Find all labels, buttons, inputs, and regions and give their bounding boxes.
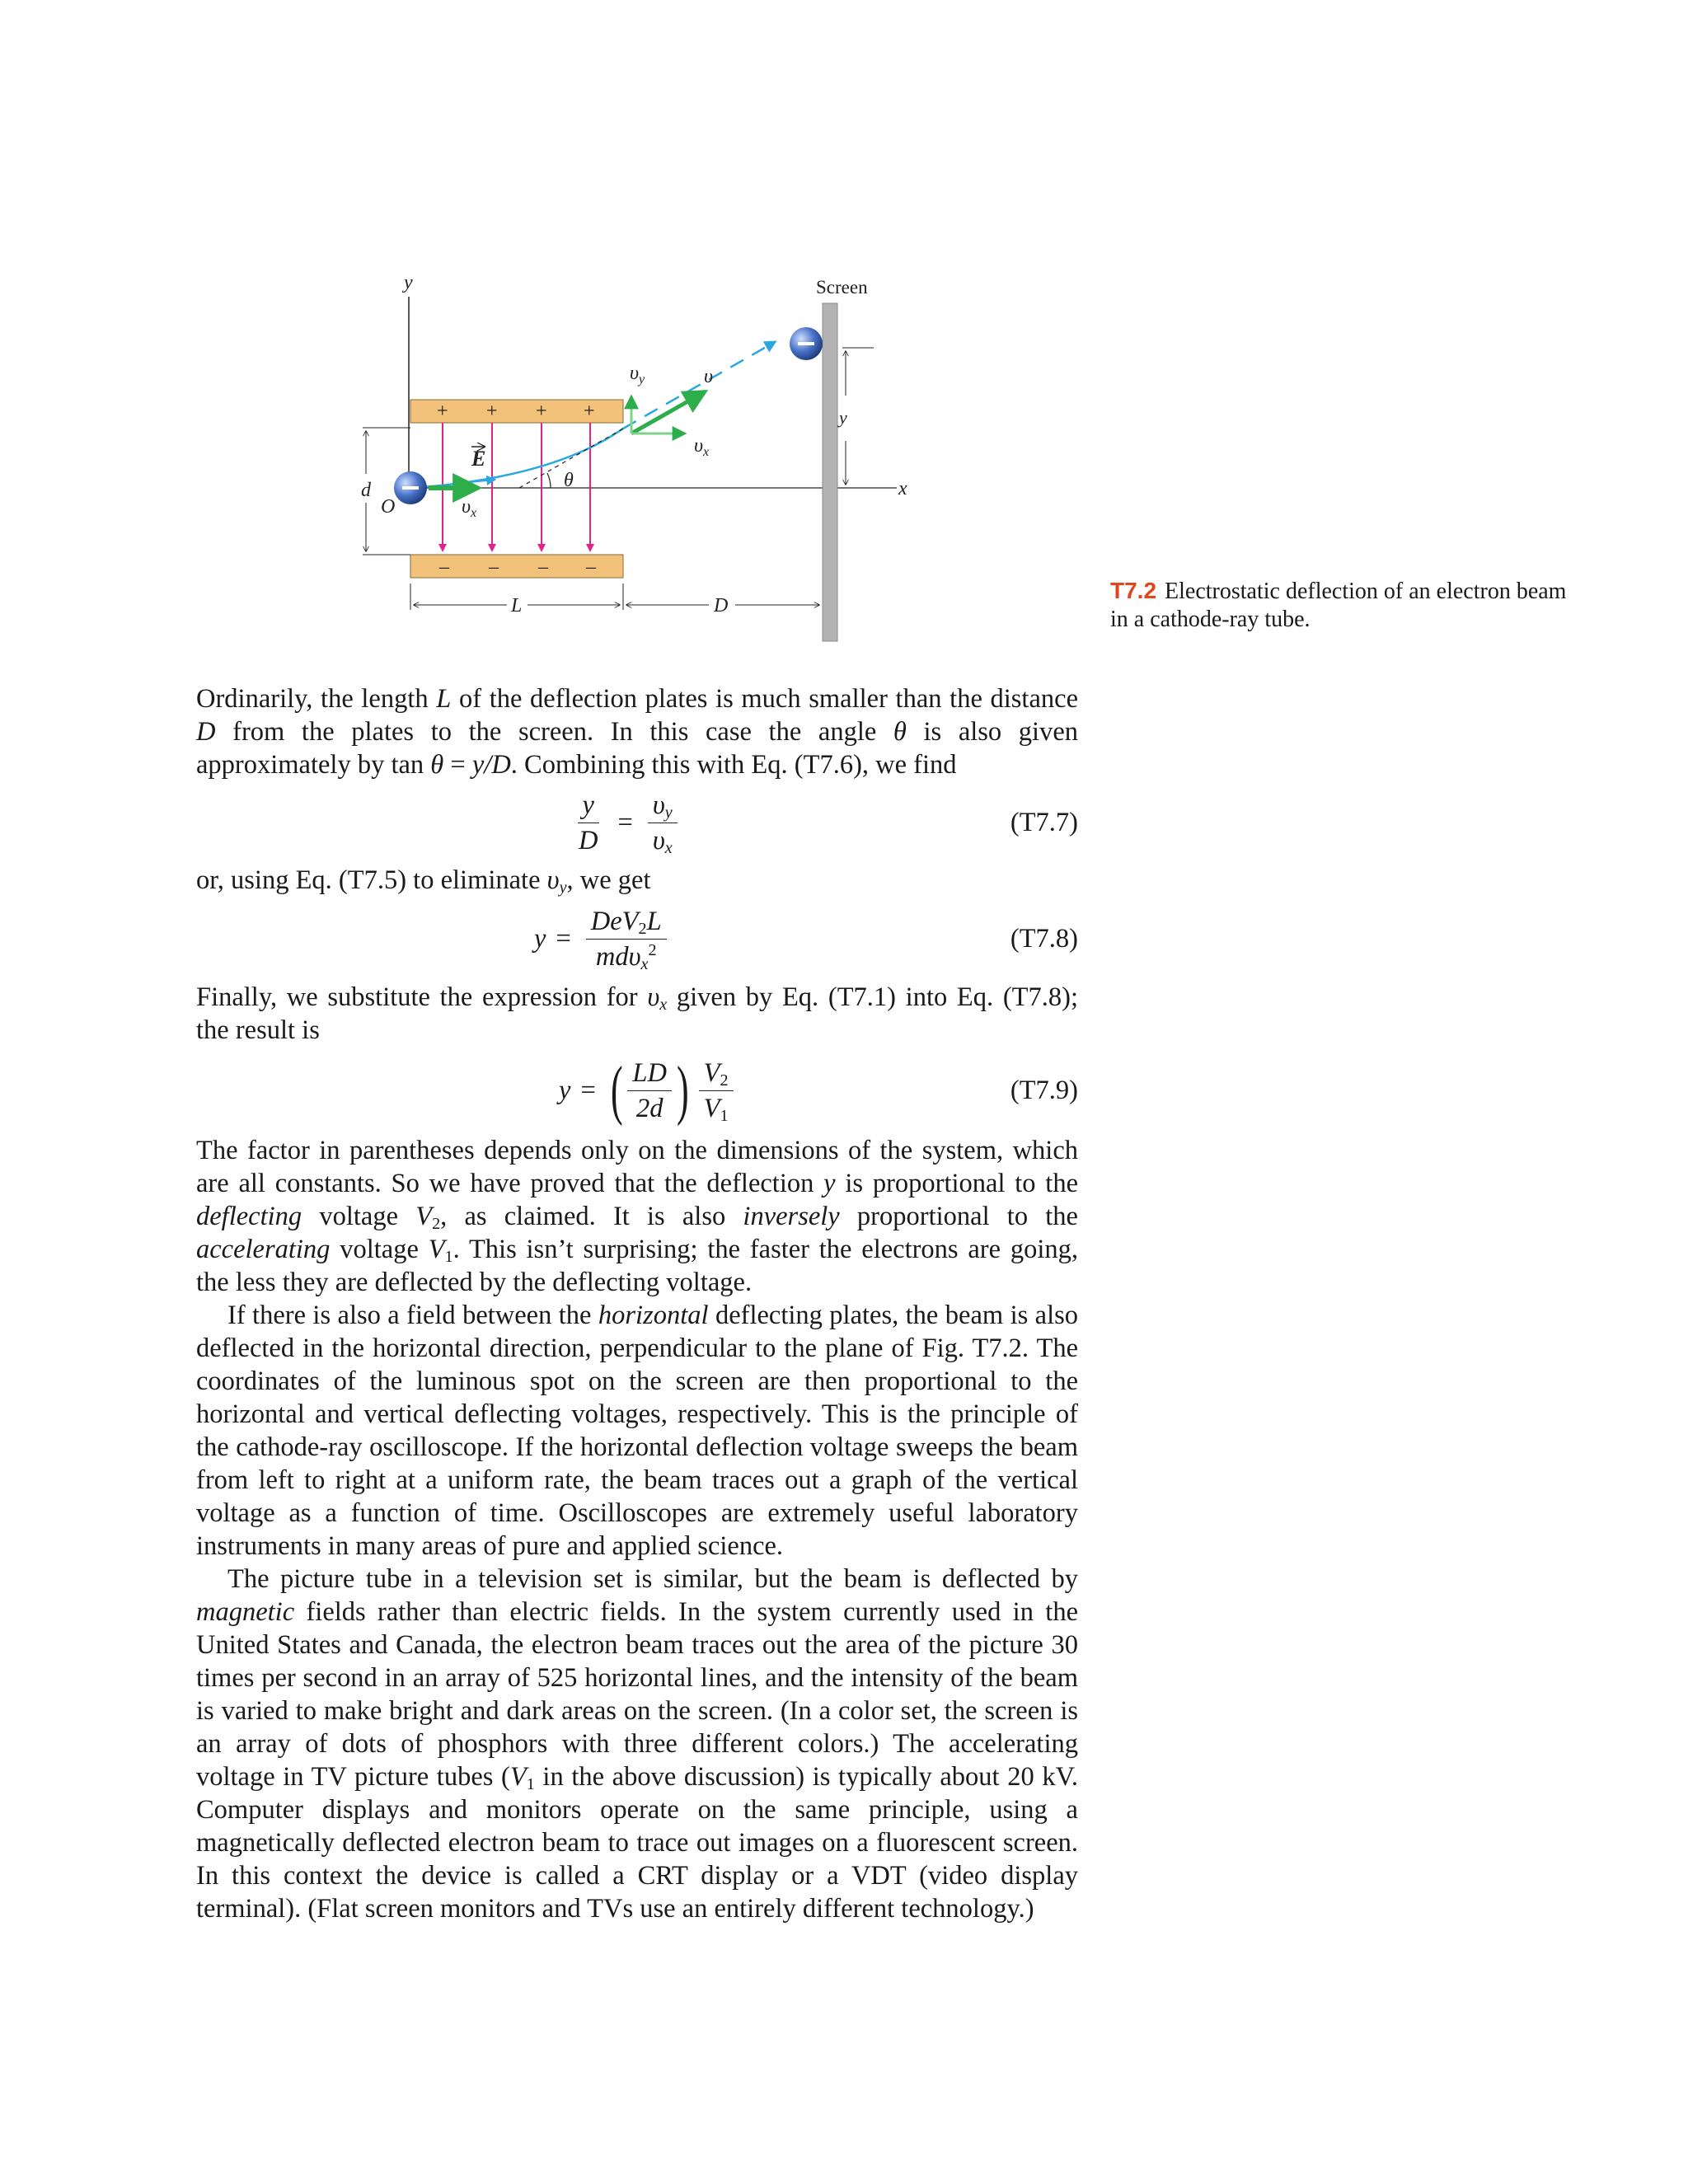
equation-t7-7: $\frac{y}{D}$ = $\frac{\upsilon_y}{\upsilon_x}$ (T7.7) <box>579 790 1078 857</box>
paragraph-5: If there is also a field between the horizontal deflecting plates, the beam is also deflected in the horizontal direction, perpendicular to the plane of Fig. T7.2. The coordinates of the luminous spot on the screen are then proportional to the horizontal and vertical deflecting voltages, respectively. This is the principle of the cathode-ray oscilloscope. If the horizontal deflection voltage sweeps the beam from left to right at a uniform rate, the beam traces out a graph of the vertical voltage as a function of time. Oscilloscopes are extremely useful laboratory instruments in many areas of pure and applied science. <box>196 1301 1079 1561</box>
electron-trajectory-straight <box>623 342 775 429</box>
screen-label: Screen <box>816 277 868 298</box>
paragraph-4: The factor in parentheses depends only on the dimensions of the system, which are all constants. So we have proved that the deflection y is proportional to the deflecting voltage $V_2$, as claimed. It is also inversely proportional to the accelerating voltage $V_1$. This isn’t surprising; the faster the electrons are going, the less they are deflected by the deflecting voltage. <box>196 1136 1078 1297</box>
paragraph-6: The picture tube in a television set is similar, but the beam is deflected by magnetic fields rather than electric fields. In the system currently used in the United States and Canada, the electron beam traces out the area of the picture 30 times per second in an array of 525 horizontal lines, and the intensity of the beam is varied to make bright and dark areas on the screen. (In a color set, the screen is an array of dots of phosphors with three different colors.) The accelerating voltage in TV picture tubes ($V_1$ in the above discussion) is typically about 20 kV. Computer displays and monitors operate on the same principle, using a magnetically deflected electron beam to trace out images on a fluorescent screen. In this context the device is called a CRT display or a VDT (video display terminal). (Flat screen monitors and TVs use an entirely different technology.) <box>196 1564 1078 1924</box>
body-text <box>196 682 1078 1925</box>
electron-trajectory-curve <box>412 429 623 488</box>
dist-label: D <box>714 595 729 616</box>
svg-text:+: + <box>486 401 498 422</box>
electron-screen-minus <box>798 342 814 345</box>
v-exit-arrow <box>631 392 704 434</box>
electron-entry-minus <box>402 486 419 490</box>
equation-number-t7-8: (T7.8) <box>1010 924 1078 954</box>
equation-t7-9: y = ( $\frac{LD}{2d}$ ) $\frac{V_2}{V_1}$ (T7.9) <box>559 1054 1078 1127</box>
figure-caption <box>1110 577 1572 634</box>
svg-text:–: – <box>439 556 449 578</box>
theta-arc <box>547 473 551 488</box>
vy-label: $\upsilon_y$ <box>630 363 645 387</box>
paragraph-3: Finally, we substitute the expression for $\upsilon_x$ given by Eq. (T7.1) into Eq. (T7.8); the result is <box>196 982 1078 1045</box>
svg-text:–: – <box>586 556 596 578</box>
theta-label: θ <box>564 470 574 491</box>
caption-text: Electrostatic deflection of an electron beam in a cathode-ray tube. <box>1110 579 1567 632</box>
svg-text:+: + <box>437 401 448 422</box>
svg-text:–: – <box>538 556 548 578</box>
equation-t7-8: y = $\frac{DeV_2L}{md\upsilon_x^2}$ (T7.8) <box>534 906 1078 973</box>
origin-label: O <box>381 496 396 518</box>
y-screen-label: y <box>839 407 847 428</box>
v-label: υ <box>704 366 714 387</box>
vx-entry-label: $\upsilon_x$ <box>462 496 477 520</box>
vx-exit-label: $\upsilon_x$ <box>694 435 710 459</box>
svg-text:–: – <box>489 556 499 578</box>
x-axis-label: x <box>898 478 907 499</box>
paragraph-2: or, using Eq. (T7.5) to eliminate $\upsilon_y$, we get <box>196 865 651 898</box>
field-e-label: E <box>471 447 486 471</box>
svg-text:+: + <box>536 401 547 422</box>
crt-deflection-diagram <box>330 264 956 643</box>
svg-text:+: + <box>584 401 595 422</box>
d-label: d <box>361 480 371 501</box>
figure-t7-2 <box>330 264 956 643</box>
y-axis-label: y <box>404 272 413 293</box>
equation-number-t7-7: (T7.7) <box>1010 808 1078 837</box>
screen-rect <box>823 303 837 641</box>
paragraph-1: Ordinarily, the length L of the deflection plates is much smaller than the distance D from the plates to the screen. In this case the angle θ is also given approximately by tan θ = y/D. Combining this with Eq. (T7.6), we find <box>196 684 1079 780</box>
caption-number: T7.2 <box>1110 578 1157 603</box>
l-label: L <box>511 595 523 616</box>
equation-number-t7-9: (T7.9) <box>1010 1076 1078 1105</box>
